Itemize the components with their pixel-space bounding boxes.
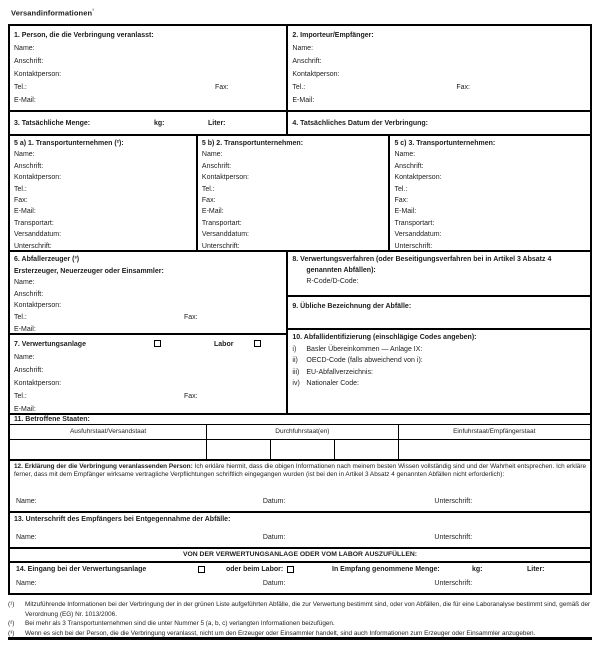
box-9-usual-waste-description xyxy=(288,297,590,330)
tel-label: Tel.: xyxy=(201,185,215,193)
transit-state-cell-2 xyxy=(271,440,335,459)
tel-label: Tel.: xyxy=(14,313,27,321)
item-ii-marker: ii) xyxy=(292,357,298,364)
item-iv-marker: iv) xyxy=(292,380,300,387)
tel-label: Tel.: xyxy=(394,185,408,193)
export-state-column-header: Ausfuhrstaat/Versandstaat xyxy=(10,425,207,439)
box-3-heading: 3. Tatsächliche Menge: xyxy=(14,120,91,127)
contact-person-label: Kontaktperson: xyxy=(14,71,62,78)
kg-label: kg: xyxy=(472,566,483,573)
dispatch-date-label: Versanddatum: xyxy=(201,231,249,239)
box-5c-third-carrier xyxy=(390,136,590,250)
box-8-heading: 8. Verwertungsverfahren (oder Beseitigungsverfahren bei in Artikel 3 Absatz 4 genannten Abfällen): xyxy=(292,256,552,274)
footnote-3-marker: (³) xyxy=(8,629,15,637)
eu-waste-list-line xyxy=(292,367,586,379)
footnote-2-marker: (²) xyxy=(8,620,15,628)
email-label: E-Mail: xyxy=(394,208,417,216)
contact-person-label: Kontaktperson: xyxy=(394,174,442,182)
kg-label: kg: xyxy=(154,120,165,127)
box-9-heading: 9. Übliche Bezeichnung der Abfälle: xyxy=(292,303,412,310)
address-label: Anschrift: xyxy=(14,290,44,298)
box-2-heading: 2. Importeur/Empfänger: xyxy=(292,32,374,39)
box-7-heading-line xyxy=(14,338,282,351)
box-12-heading: 12. Erklärung der die Verbringung veranlassenden Person: xyxy=(14,463,193,470)
box-8-recovery-operation xyxy=(288,252,590,297)
fax-label: Fax: xyxy=(394,197,409,205)
box-7-recovery-facility xyxy=(10,335,286,413)
email-label: E-Mail: xyxy=(14,208,36,216)
box-5b-second-carrier xyxy=(198,136,391,250)
box-6-heading: 6. Abfallerzeuger (³) xyxy=(14,256,80,263)
declaration-text: Ich erkläre hiermit, dass die obigen Informationen nach meinem besten Wissen vollständig sind und der Wahrheit entsprechen. Ich erkläre ferner, dass mit dem Empfänger wirksame vertragliche Verpflichtungen schriftlich eingegangen wurden (ist bei den in Artikel 3 Absatz 4 genannten Abfällen nicht erforderlich): xyxy=(14,463,586,479)
box-4-actual-date xyxy=(288,112,590,134)
fax-label: Fax: xyxy=(456,84,471,91)
basel-annex-ix-label: Basler Übereinkommen — Anlage IX: xyxy=(306,345,423,353)
signature-label: Unterschrift: xyxy=(434,580,473,587)
fax-label: Fax: xyxy=(14,197,28,205)
address-label: Anschrift: xyxy=(14,58,44,65)
address-label: Anschrift: xyxy=(394,162,424,170)
column-generator-facility xyxy=(10,252,288,413)
export-state-cell xyxy=(10,440,207,459)
contact-person-label: Kontaktperson: xyxy=(14,174,62,182)
signature-label: Unterschrift: xyxy=(434,498,473,505)
dispatch-date-label: Versanddatum: xyxy=(394,231,442,239)
box-14-heading-line xyxy=(14,566,586,577)
box-7-heading: 7. Verwertungsanlage xyxy=(14,341,86,348)
box-14-receipt xyxy=(10,563,590,593)
receipt-facility-checkbox[interactable] xyxy=(198,566,205,573)
email-label: E-Mail: xyxy=(14,406,36,413)
box-10-heading: 10. Abfallidentifizierung (einschlägige Codes angeben): xyxy=(292,334,477,341)
signature-label: Unterschrift: xyxy=(201,242,240,250)
box-1-person-arranging-shipment xyxy=(10,26,288,110)
signature-label: Unterschrift: xyxy=(14,242,52,250)
countries-entry-row xyxy=(10,440,590,459)
address-label: Anschrift: xyxy=(14,367,44,374)
contact-person-label: Kontaktperson: xyxy=(14,380,62,387)
tel-fax-line xyxy=(14,312,282,324)
fax-label: Fax: xyxy=(215,84,229,91)
receipt-laboratory-checkbox[interactable] xyxy=(287,566,294,573)
oecd-code-label: OECD-Code (falls abweichend von i): xyxy=(306,357,423,364)
signature-row xyxy=(14,534,586,545)
transport-mode-label: Transportart: xyxy=(201,219,242,227)
name-label: Name: xyxy=(14,354,35,361)
oecd-code-line xyxy=(292,355,586,367)
basel-code-line xyxy=(292,344,586,356)
name-label: Name: xyxy=(292,45,314,52)
box-12-declaration xyxy=(10,461,590,513)
column-operations-codes xyxy=(288,252,590,413)
box-6-waste-generator xyxy=(10,252,286,335)
name-label: Name: xyxy=(394,151,416,159)
email-label: E-Mail: xyxy=(292,97,315,104)
annex-vii-form xyxy=(8,24,592,595)
box-10-waste-identification xyxy=(288,330,590,413)
title-footnote-marker: ¹ xyxy=(92,8,94,14)
box-13-heading: 13. Unterschrift des Empfängers bei Entgegennahme der Abfälle: xyxy=(14,516,231,523)
date-label: Datum: xyxy=(262,498,286,505)
contact-person-label: Kontaktperson: xyxy=(14,302,62,310)
transit-state-cell-3 xyxy=(335,440,399,459)
page-title xyxy=(11,8,94,18)
footnote-3-text: Wenn es sich bei der Person, die die Verbringung veranlasst, nicht um den Erzeuger oder Einsammler handelt, sind auch Informationen zum Erzeuger oder Einsammler anzugeben. xyxy=(25,629,536,637)
row-parties xyxy=(10,26,590,112)
item-iii-marker: iii) xyxy=(292,368,300,376)
address-label: Anschrift: xyxy=(292,58,322,65)
laboratory-label: Labor xyxy=(214,341,234,348)
eu-waste-list-label: EU-Abfallverzeichnis: xyxy=(306,368,373,376)
tel-fax-line xyxy=(292,81,586,94)
transit-state-column-header: Durchfuhrstaat(en) xyxy=(207,425,398,439)
box-13-consignee-signature xyxy=(10,513,590,549)
name-label: Name: xyxy=(14,45,35,52)
email-label: E-Mail: xyxy=(14,325,36,333)
laboratory-checkbox[interactable] xyxy=(254,340,261,347)
footnote-2 xyxy=(8,619,592,629)
box-11-countries-concerned xyxy=(10,415,590,461)
tel-fax-line xyxy=(14,390,282,403)
footnotes xyxy=(8,600,592,638)
facility-lab-section-banner: VON DER VERWERTUNGSANLAGE ODER VOM LABOR AUSZUFÜLLEN: xyxy=(10,549,590,563)
name-label: Name: xyxy=(14,279,35,287)
date-label: Datum: xyxy=(262,580,286,587)
tel-label: Tel.: xyxy=(14,84,27,91)
r-code-d-code-label: R-Code/D-Code: xyxy=(306,278,359,285)
tel-label: Tel.: xyxy=(14,185,27,193)
page-title-text: Versandinformationen xyxy=(11,8,93,18)
signature-label: Unterschrift: xyxy=(434,534,473,541)
footnote-2-text: Bei mehr als 3 Transportunternehmen sind die unter Nummer 5 (a, b, c) verlangten Informationen beizufügen. xyxy=(25,620,335,628)
declaration-paragraph xyxy=(14,463,586,480)
date-label: Datum: xyxy=(262,534,286,541)
address-label: Anschrift: xyxy=(14,162,44,170)
transport-mode-label: Transportart: xyxy=(394,219,435,227)
item-i-marker: i) xyxy=(292,345,297,353)
row-quantity-date xyxy=(10,112,590,136)
received-quantity-label: In Empfang genommene Menge: xyxy=(332,566,440,573)
import-state-column-header: Einfuhrstaat/Empfängerstaat xyxy=(453,428,536,435)
fax-label: Fax: xyxy=(184,313,198,321)
box-14-heading: 14. Eingang bei der Verwertungsanlage xyxy=(16,566,147,573)
signature-row xyxy=(14,580,586,591)
footnote-1 xyxy=(8,600,592,619)
box-4-heading: 4. Tatsächliches Datum der Verbringung: xyxy=(292,120,429,127)
box-3-actual-quantity xyxy=(10,112,288,134)
box-2-importer-consignee xyxy=(288,26,590,110)
row-transporters xyxy=(10,136,590,252)
box-5a-heading: 5 a) 1. Transportunternehmen (²): xyxy=(14,140,124,147)
transport-mode-label: Transportart: xyxy=(14,219,54,227)
tel-label: Tel.: xyxy=(292,84,306,91)
import-state-cell xyxy=(399,440,590,459)
signature-row xyxy=(14,498,586,509)
national-code-label: Nationaler Code: xyxy=(306,380,359,387)
recovery-facility-checkbox[interactable] xyxy=(154,340,161,347)
email-label: E-Mail: xyxy=(14,97,36,104)
name-label: Name: xyxy=(16,534,37,541)
contact-person-label: Kontaktperson: xyxy=(292,71,340,78)
name-label: Name: xyxy=(16,580,37,587)
tel-fax-line xyxy=(14,81,282,94)
dispatch-date-label: Versanddatum: xyxy=(14,231,62,239)
email-label: E-Mail: xyxy=(201,208,224,216)
box-5a-first-carrier xyxy=(10,136,198,250)
box-1-heading: 1. Person, die die Verbringung veranlasst: xyxy=(14,32,154,39)
footnote-1-marker: (¹) xyxy=(8,601,15,608)
tel-label: Tel.: xyxy=(14,393,27,400)
page-bottom-rule xyxy=(8,637,592,640)
national-code-line xyxy=(292,378,586,390)
row-generator-facility-codes xyxy=(10,252,590,415)
address-label: Anschrift: xyxy=(201,162,232,170)
liter-label: Liter: xyxy=(208,120,226,127)
countries-header-row xyxy=(10,425,590,440)
name-label: Name: xyxy=(14,151,35,159)
name-label: Name: xyxy=(16,498,37,505)
footnote-1-text: Mitzuführende Informationen bei der Verbringung der in der grünen Liste aufgeführten Abfälle, die zur Verwertung bestimmt sind, oder von Abfällen, die für eine Laboranalyse bestimmt sind, gemäß der Verordnung (EG) Nr. 1013/2006. xyxy=(25,601,591,618)
countries-table xyxy=(10,424,590,459)
fax-label: Fax: xyxy=(184,393,198,400)
signature-label: Unterschrift: xyxy=(394,242,433,250)
or-laboratory-label: oder beim Labor: xyxy=(226,566,284,573)
box-5c-heading: 5 c) 3. Transportunternehmen: xyxy=(394,140,496,147)
box-5b-heading: 5 b) 2. Transportunternehmen: xyxy=(201,140,304,147)
transit-state-cell-1 xyxy=(207,440,271,459)
box-11-heading: 11. Betroffene Staaten: xyxy=(14,416,90,423)
box-6-subheading: Ersterzeuger, Neuerzeuger oder Einsammler: xyxy=(14,267,164,275)
liter-label: Liter: xyxy=(527,566,545,573)
contact-person-label: Kontaktperson: xyxy=(201,174,249,182)
name-label: Name: xyxy=(201,151,223,159)
fax-label: Fax: xyxy=(201,197,216,205)
